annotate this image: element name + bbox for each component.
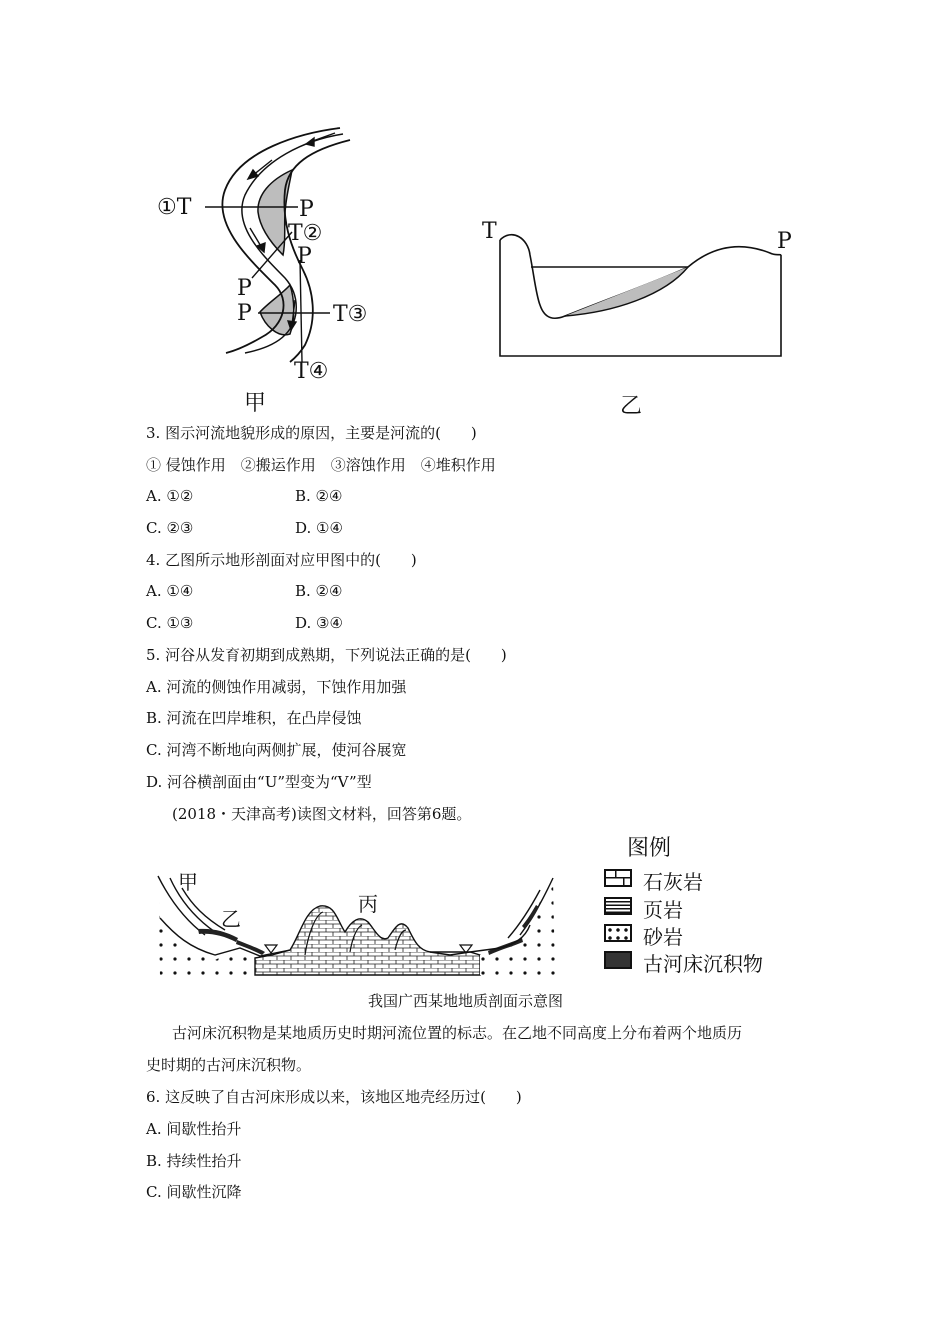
legend-shale-label: 页岩 — [643, 898, 683, 922]
jia-outer-bank-right — [284, 140, 350, 362]
legend-sandstone-swatch — [604, 924, 632, 942]
legend-shale-swatch — [604, 897, 632, 915]
geo-caption: 我国广西某地地质剖面示意图 — [368, 992, 564, 1010]
q6-option-a[interactable]: A. 间歇性抬升 — [146, 1120, 242, 1138]
jia-label-t2: T② — [288, 221, 323, 246]
caption-jia: 甲 — [244, 391, 267, 416]
geo-label-yi: 乙 — [221, 907, 241, 931]
q3-stem: 3. 图示河流地貌形成的原因，主要是河流的( ) — [146, 424, 477, 442]
figure-yi — [495, 225, 790, 360]
yi-label-p: P — [777, 229, 792, 254]
jia-label-t1: ①T — [157, 195, 192, 220]
q4-option-a[interactable]: A. ①④ — [146, 582, 194, 600]
caption-yi: 乙 — [620, 394, 643, 419]
legend-limestone-swatch — [604, 869, 632, 887]
geo-label-jia: 甲 — [178, 870, 198, 894]
q5-option-d[interactable]: D. 河谷横剖面由“U”型变为“V”型 — [146, 773, 372, 791]
jia-label-p3b: P — [237, 301, 252, 326]
legend-title: 图例 — [627, 836, 672, 861]
jia-label-t4: T④ — [294, 359, 329, 384]
q3-option-a[interactable]: A. ①② — [146, 487, 194, 505]
jia-label-t3: T③ — [333, 302, 368, 327]
yi-label-t: T — [482, 219, 497, 244]
legend-limestone-label: 石灰岩 — [643, 870, 703, 894]
q5-option-c[interactable]: C. 河湾不断地向两侧扩展，使河谷展宽 — [146, 741, 407, 759]
legend-sandstone-label: 砂岩 — [643, 925, 683, 949]
q3-option-d[interactable]: D. ①④ — [295, 519, 343, 537]
passage-line-2: 史时期的古河床沉积物。 — [146, 1056, 312, 1074]
figure-jia — [150, 115, 370, 395]
q5-option-a[interactable]: A. 河流的侧蚀作用减弱，下蚀作用加强 — [146, 678, 407, 696]
q5-stem: 5. 河谷从发育初期到成熟期，下列说法正确的是( ) — [146, 646, 507, 664]
geo-label-bing: 丙 — [358, 892, 378, 916]
q4-option-c[interactable]: C. ①③ — [146, 614, 194, 632]
q4-stem: 4. 乙图所示地形剖面对应甲图中的( ) — [146, 551, 417, 569]
passage-line-1: 古河床沉积物是某地质历史时期河流位置的标志。在乙地不同高度上分布着两个地质历 — [172, 1024, 743, 1042]
q6-intro: (2018・天津高考)读图文材料，回答第6题。 — [172, 805, 472, 823]
jia-label-p2: P — [297, 244, 312, 269]
q3-choices: ① 侵蚀作用 ②搬运作用 ③溶蚀作用 ④堆积作用 — [146, 456, 496, 474]
q5-option-b[interactable]: B. 河流在凹岸堆积，在凸岸侵蚀 — [146, 709, 362, 727]
geo-section — [150, 860, 570, 985]
yi-terrain — [500, 235, 781, 319]
q3-option-c[interactable]: C. ②③ — [146, 519, 194, 537]
jia-label-p3a: P — [237, 276, 252, 301]
q6-option-c[interactable]: C. 间歇性沉降 — [146, 1183, 242, 1201]
q4-option-b[interactable]: B. ②④ — [295, 582, 343, 600]
q3-option-b[interactable]: B. ②④ — [295, 487, 343, 505]
q6-option-b[interactable]: B. 持续性抬升 — [146, 1152, 242, 1170]
q6-stem: 6. 这反映了自古河床形成以来，该地区地壳经历过( ) — [146, 1088, 522, 1106]
q4-option-d[interactable]: D. ③④ — [295, 614, 343, 632]
legend-riverbed-swatch — [604, 951, 632, 969]
jia-label-p1: P — [299, 197, 314, 222]
legend-riverbed-label: 古河床沉积物 — [643, 952, 763, 976]
jia-lower-deposit — [260, 285, 294, 335]
